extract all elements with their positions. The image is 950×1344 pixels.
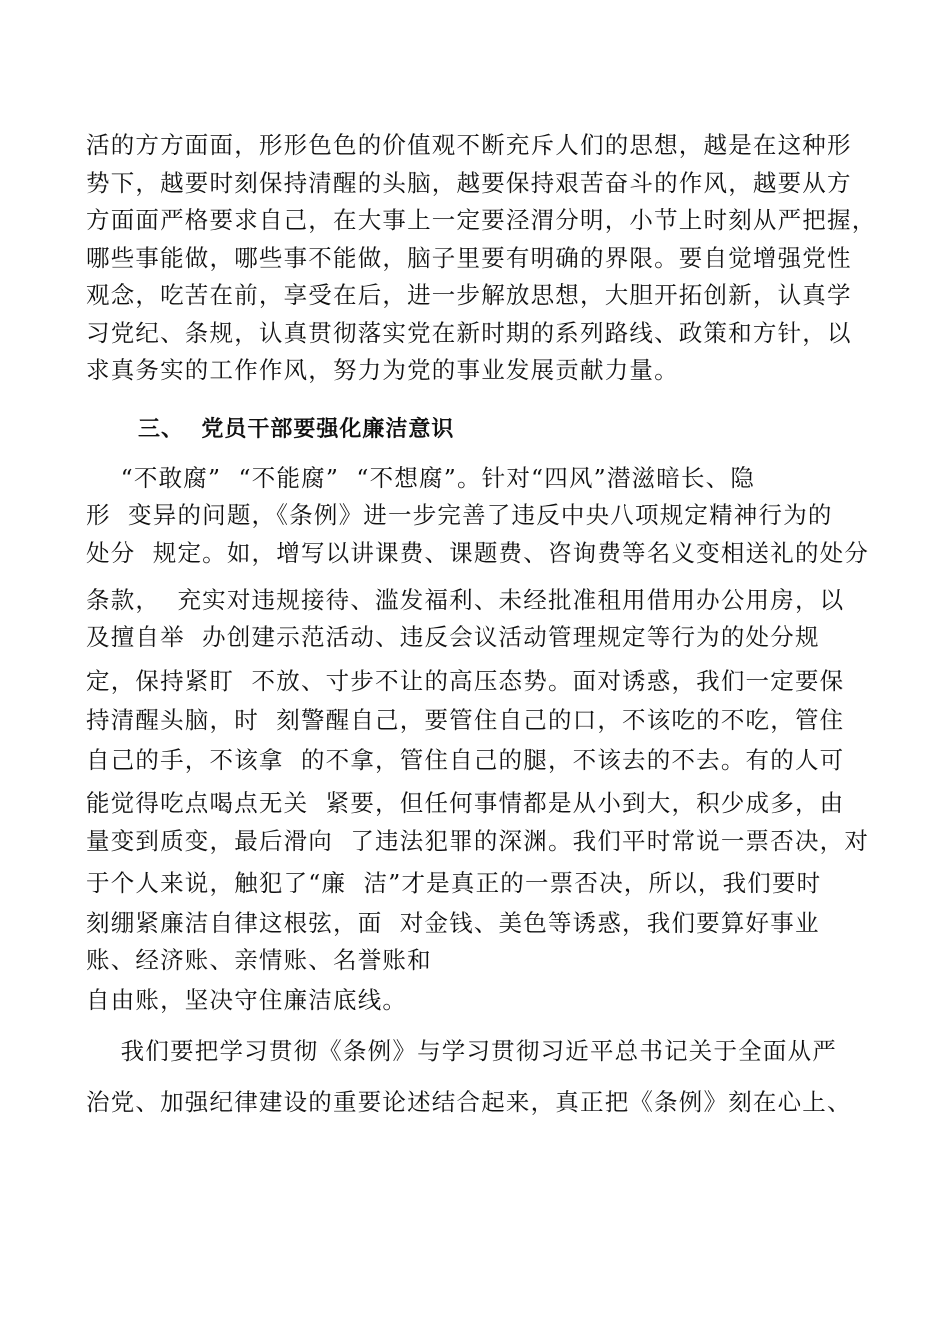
paragraph-line: 量变到质变，最后滑向 了违法犯罪的深渊。我们平时常说一票否决，对 xyxy=(86,827,870,855)
paragraph-line: 条款， 充实对违规接待、滥发福利、未经批准租用借用办公用房，以 xyxy=(86,586,845,614)
paragraph-line: 求真务实的工作作风，努力为党的事业发展贡献力量。 xyxy=(86,356,679,384)
paragraph-line: 观念，吃苦在前，享受在后，进一步解放思想，大胆开拓创新，认真学 xyxy=(86,281,852,309)
paragraph-line: 我们要把学习贯彻《条例》与学习贯彻习近平总书记关于全面从严 xyxy=(86,1037,837,1065)
paragraph-line: 能觉得吃点喝点无关 紧要，但任何事情都是从小到大，积少成多，由 xyxy=(86,789,845,817)
paragraph-line: 处分 规定。如，增写以讲课费、课题费、咨询费等名义变相送礼的处分 xyxy=(86,539,870,567)
paragraph-line: 于个人来说，触犯了“廉 洁”才是真正的一票否决，所以，我们要时 xyxy=(86,869,822,897)
paragraph-line: 及擅自举 办创建示范活动、违反会议活动管理规定等行为的处分规 xyxy=(86,623,820,651)
paragraph-line: 自由账，坚决守住廉洁底线。 xyxy=(86,986,408,1014)
paragraph-line: 治党、加强纪律建设的重要论述结合起来，真正把《条例》刻在心上、 xyxy=(86,1088,852,1116)
paragraph-line: 定，保持紧盯 不放、寸步不让的高压态势。面对诱惑，我们一定要保 xyxy=(86,667,845,695)
paragraph-line: 账、经济账、亲情账、名誉账和 xyxy=(86,946,432,974)
paragraph-line: 自己的手，不该拿 的不拿，管住自己的腿，不该去的不去。有的人可 xyxy=(86,746,845,774)
paragraph-line: 持清醒头脑，时 刻警醒自己，要管住自己的口，不该吃的不吃，管住 xyxy=(86,706,845,734)
paragraph-line: 习党纪、条规，认真贯彻落实党在新时期的系列路线、政策和方针，以 xyxy=(86,319,852,347)
paragraph-line: 活的方方面面，形形色色的价值观不断充斥人们的思想，越是在这种形 xyxy=(86,131,852,159)
paragraph-line: 刻绷紧廉洁自律这根弦，面 对金钱、美色等诱惑，我们要算好事业 xyxy=(86,909,820,937)
paragraph-line: 哪些事能做，哪些事不能做，脑子里要有明确的界限。要自觉增强党性 xyxy=(86,244,852,272)
paragraph-line: 方面面严格要求自己，在大事上一定要泾渭分明，小节上时刻从严把握， xyxy=(86,206,877,234)
paragraph-line: 势下，越要时刻保持清醒的头脑，越要保持艰苦奋斗的作风，越要从方 xyxy=(86,169,852,197)
section-heading: 三、 党员干部要强化廉洁意识 xyxy=(138,417,455,442)
paragraph-line: “不敢腐” “不能腐” “不想腐”。针对“四风”潜滋暗长、隐 xyxy=(86,464,756,492)
paragraph-line: 形 变异的问题，《条例》进一步完善了违反中央八项规定精神行为的 xyxy=(86,501,833,529)
